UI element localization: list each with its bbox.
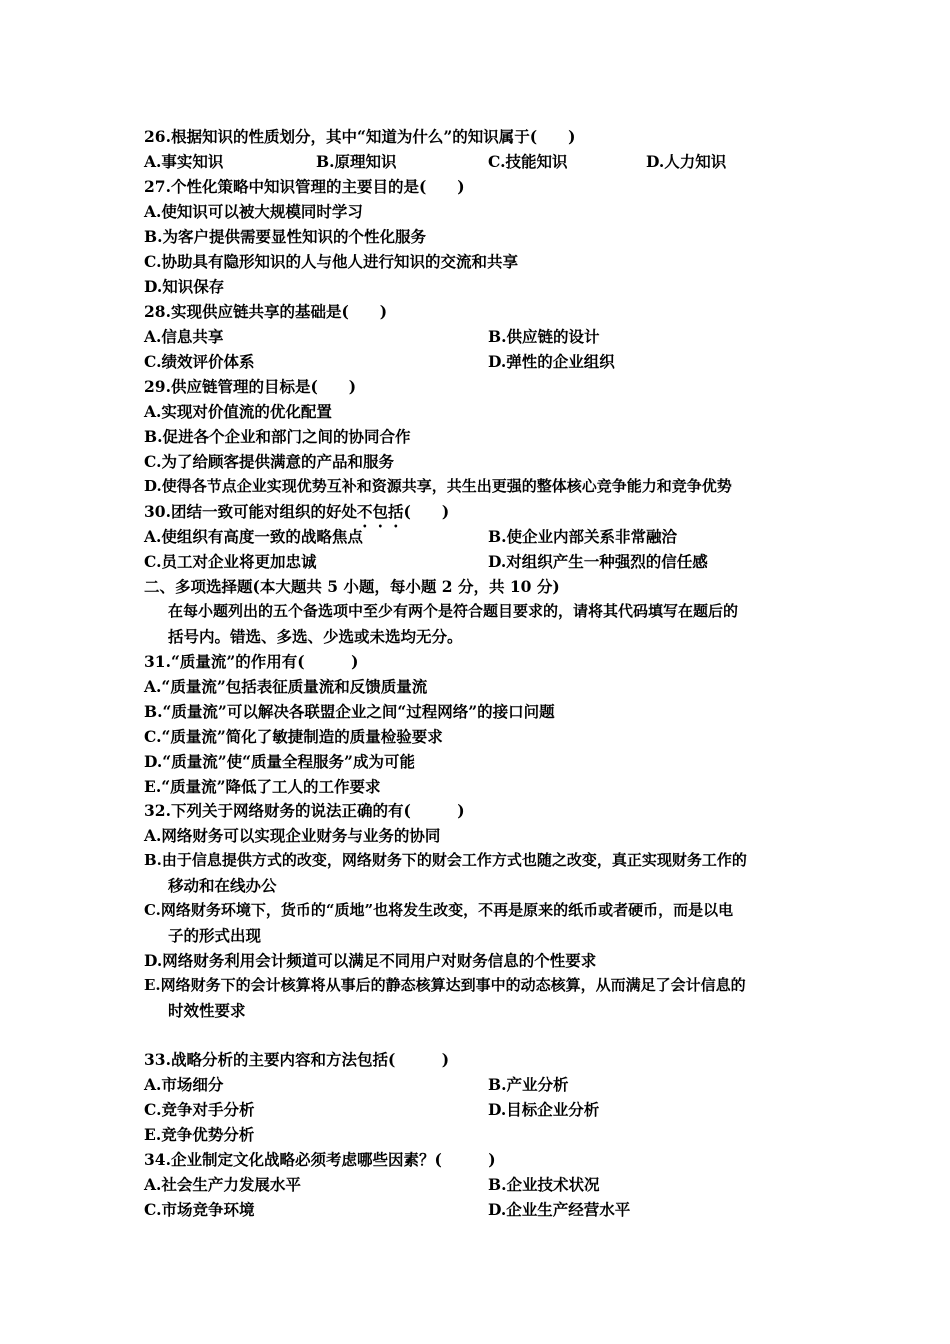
q33-option-a: A.市场细分 <box>144 1075 224 1094</box>
q27-stem: 27.个性化策略中知识管理的主要目的是( ) <box>144 177 465 196</box>
q30-stem-text: 30.团结一致可能对组织的好处 <box>144 502 357 521</box>
q27-option-a: A.使知识可以被大规模同时学习 <box>144 202 363 221</box>
q33-option-d: D.目标企业分析 <box>488 1100 600 1119</box>
q34-stem: 34.企业制定文化战略必须考虑哪些因素？( ) <box>144 1150 496 1169</box>
q30-stem-bracket: ( ) <box>403 502 450 521</box>
q32-option-b-line1: B.由于信息提供方式的改变，网络财务下的财会工作方式也随之改变，真正实现财务工作的 <box>144 851 747 869</box>
section-title: 二、多项选择题(本大题共 5 小题，每小题 2 分，共 10 分) <box>144 577 560 596</box>
q28-option-c: C.绩效评价体系 <box>144 352 255 371</box>
q31-option-b: B.“质量流”可以解决各联盟企业之间“过程网络”的接口问题 <box>144 702 555 721</box>
q33-stem: 33.战略分析的主要内容和方法包括( ) <box>144 1050 450 1069</box>
q31-option-d: D.“质量流”使“质量全程服务”成为可能 <box>144 752 415 771</box>
q29-option-c: C.为了给顾客提供满意的产品和服务 <box>144 452 394 471</box>
q32-option-a: A.网络财务可以实现企业财务与业务的协同 <box>144 826 441 845</box>
q27-option-b: B.为客户提供需要显性知识的个性化服务 <box>144 227 426 246</box>
q29-option-d: D.使得各节点企业实现优势互补和资源共享，共生出更强的整体核心竞争能力和竞争优势 <box>144 477 732 495</box>
q33-option-e: E.竞争优势分析 <box>144 1125 255 1144</box>
q31-option-c: C.“质量流”简化了敏捷制造的质量检验要求 <box>144 727 443 746</box>
q29-stem: 29.供应链管理的目标是( ) <box>144 377 357 396</box>
q34-option-b: B.企业技术状况 <box>488 1175 600 1194</box>
q26-option-c: C.技能知识 <box>488 152 568 171</box>
q30-stem-emphasis: 不包括 <box>356 502 404 521</box>
q29-option-b: B.促进各个企业和部门之间的协同合作 <box>144 427 411 446</box>
q32-option-e-line1: E.网络财务下的会计核算将从事后的静态核算达到事中的动态核算，从而满足了会计信息的 <box>144 976 746 994</box>
section-instructions-line1: 在每小题列出的五个备选项中至少有两个是符合题目要求的，请将其代码填写在题后的 <box>168 602 739 620</box>
q33-option-b: B.产业分析 <box>488 1075 569 1094</box>
q33-option-c: C.竞争对手分析 <box>144 1100 255 1119</box>
q30-option-d: D.对组织产生一种强烈的信任感 <box>488 552 708 571</box>
q28-option-b: B.供应链的设计 <box>488 327 600 346</box>
q32-option-e-line2: 时效性要求 <box>168 1001 246 1020</box>
section-instructions-line2: 括号内。错选、多选、少选或未选均无分。 <box>168 627 463 646</box>
q30-option-b: B.使企业内部关系非常融洽 <box>488 527 677 546</box>
q29-option-a: A.实现对价值流的优化配置 <box>144 402 332 421</box>
q34-option-d: D.企业生产经营水平 <box>488 1200 631 1219</box>
q32-option-b-line2: 移动和在线办公 <box>168 876 277 895</box>
q27-option-c: C.协助具有隐形知识的人与他人进行知识的交流和共享 <box>144 252 518 271</box>
q31-option-a: A.“质量流”包括表征质量流和反馈质量流 <box>144 677 428 696</box>
q28-option-d: D.弹性的企业组织 <box>488 352 615 371</box>
q32-option-d: D.网络财务利用会计频道可以满足不同用户对财务信息的个性要求 <box>144 951 597 970</box>
q32-option-c-line2: 子的形式出现 <box>168 926 262 945</box>
q26-option-a: A.事实知识 <box>144 152 224 171</box>
q32-option-c-line1: C.网络财务环境下，货币的“质地”也将发生改变，不再是原来的纸币或者硬币，而是以电 <box>144 901 734 919</box>
q31-stem: 31.“质量流”的作用有( ) <box>144 652 359 671</box>
q26-option-b: B.原理知识 <box>316 152 397 171</box>
q30-option-c: C.员工对企业将更加忠诚 <box>144 552 317 571</box>
q28-option-a: A.信息共享 <box>144 327 224 346</box>
q34-option-c: C.市场竞争环境 <box>144 1200 255 1219</box>
q28-stem: 28.实现供应链共享的基础是( ) <box>144 302 388 321</box>
q30-option-a: A.使组织有高度一致的战略焦点 <box>144 527 363 546</box>
q26-stem: 26.根据知识的性质划分，其中“知道为什么”的知识属于( ) <box>144 127 576 146</box>
q32-stem: 32.下列关于网络财务的说法正确的有( ) <box>144 801 465 820</box>
q31-option-e: E.“质量流”降低了工人的工作要求 <box>144 777 381 796</box>
q34-option-a: A.社会生产力发展水平 <box>144 1175 301 1194</box>
q27-option-d: D.知识保存 <box>144 277 225 296</box>
q26-option-d: D.人力知识 <box>646 152 727 171</box>
